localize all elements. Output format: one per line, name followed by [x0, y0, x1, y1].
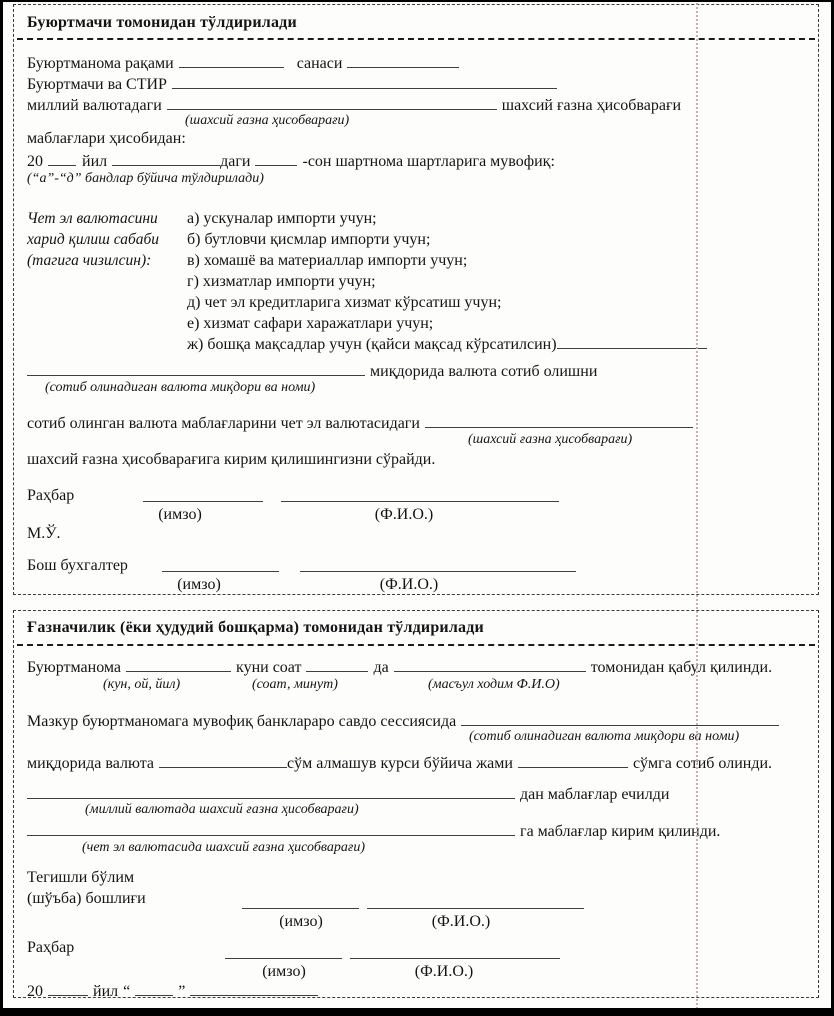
- national-account-hint: (шахсий ғазна ҳисобварағи): [185, 113, 350, 128]
- treasury-head-signature-blank: [225, 944, 342, 959]
- reason-option-a: а) ускуналар импорти учун;: [187, 210, 377, 227]
- row-order-number: [27, 53, 464, 72]
- contract-hint: (“а”-“д” бандлар бўйича тўлдирилади): [27, 171, 264, 186]
- head-name-blank-wrap: [281, 487, 559, 506]
- session-hint: (сотиб олинадиган валюта миқдори ва номи): [469, 729, 740, 744]
- row-sig-accountant: [27, 557, 807, 574]
- received-time-hint: (соат, минут): [252, 677, 338, 692]
- total-sum-blank: [518, 753, 628, 768]
- head-name-blank: [281, 487, 559, 502]
- row-credited: [27, 821, 720, 840]
- debited-account-blank: [27, 784, 515, 799]
- contract-dagi-label: даги: [220, 153, 251, 170]
- row-rate: [27, 753, 772, 772]
- debited-suffix: дан маблағлар ечилди: [520, 786, 670, 803]
- reason-option-v: в) хомашё ва материаллар импорти учун;: [187, 252, 468, 269]
- reason-label-line2: харид қилиш сабаби: [27, 231, 160, 248]
- reason-option-zh-text: ж) бошқа мақсадлар учун (қайси мақсад кўрсатилсин): [187, 336, 557, 353]
- national-currency-prefix: миллий валютадаги: [27, 97, 162, 114]
- customer-blank: [172, 74, 557, 89]
- head2-sig-blank-wrap: [225, 944, 342, 963]
- credited-hint: (чет эл валютасида шахсий ғазна ҳисобварағи): [82, 840, 366, 855]
- quote-open: “: [123, 983, 131, 1000]
- received-p1: Буюртманома: [27, 659, 122, 676]
- row-sig-head: [27, 487, 807, 504]
- date-day-blank: [135, 981, 173, 996]
- dept-sig-blank-wrap: [242, 894, 359, 913]
- row-request: шахсий ғазна ҳисобварағига кирим қилишингизни сўрайди.: [27, 451, 436, 468]
- row-amount: [27, 361, 597, 380]
- dept-signature-blank: [242, 894, 359, 909]
- head-signature-blank: [143, 487, 263, 502]
- amount-suffix: миқдорида валюта сотиб олишни: [370, 363, 598, 380]
- received-time-blank: [306, 657, 368, 672]
- section2-title: Ғазначилик (ёки ҳудудий бошқарма) томонидан тўлдирилади: [27, 619, 484, 636]
- row-date-line: [27, 981, 323, 1000]
- contract-number-blank: [255, 151, 297, 166]
- amount-blank: [27, 361, 365, 376]
- section-customer: [13, 4, 819, 595]
- head-label: Раҳбар: [27, 487, 75, 504]
- national-account-blank: [167, 95, 497, 110]
- reason-option-b: б) бутловчи қисмлар импорти учун;: [187, 231, 431, 248]
- reason-label: [27, 208, 159, 271]
- quote-close: ”: [178, 983, 186, 1000]
- treasury-head-label: Раҳбар: [27, 939, 75, 956]
- customer-label: Буюртмачи ва СТИР: [27, 76, 167, 93]
- row-purchased: [27, 413, 698, 432]
- contract-year-blank: [48, 151, 76, 166]
- row-national-currency: [27, 95, 681, 114]
- rate-p3: сўмга сотиб олинди.: [632, 755, 773, 772]
- accountant-label: Бош бухгалтер: [27, 557, 128, 574]
- treasury-head-signature-hint: (имзо): [262, 963, 306, 980]
- national-currency-suffix: шахсий ғазна ҳисобварағи: [501, 97, 682, 114]
- foreign-account-blank: [425, 413, 693, 428]
- received-officer-hint: (масъул ходим Ф.И.О): [428, 677, 560, 692]
- date-month-blank: [190, 981, 318, 996]
- credited-suffix: га маблағлар кирим қилинди.: [520, 823, 721, 840]
- date-year-label: йил: [93, 983, 119, 1000]
- reason-options: [187, 208, 707, 355]
- accountant-name-blank: [300, 557, 576, 572]
- other-purpose-blank: [557, 334, 707, 349]
- contract-year-label: йил: [82, 153, 108, 170]
- row-session: [27, 711, 784, 730]
- dept-name-hint: (Ф.И.О.): [431, 913, 491, 930]
- rate-blank: [159, 753, 287, 768]
- accountant-name-blank-wrap: [300, 557, 576, 576]
- accountant-sig-blank-wrap: [162, 557, 279, 576]
- debited-hint: (миллий валютада шахсий ғазна ҳисобварағи): [85, 802, 359, 817]
- reason-option-zh: [187, 334, 707, 355]
- dept-name-blank-wrap: [367, 894, 584, 913]
- order-number-label: Буюртманома рақами: [27, 55, 174, 72]
- rate-p1: миқдорида валюта: [27, 755, 155, 772]
- treasury-head-name-blank: [350, 944, 560, 959]
- date-year-blank: [48, 981, 88, 996]
- row-funds: маблағлари ҳисобидан:: [27, 130, 186, 147]
- foreign-account-hint: (шахсий ғазна ҳисобварағи): [468, 432, 633, 447]
- accountant-signature-hint: (имзо): [177, 576, 221, 593]
- dept-name-blank: [367, 894, 584, 909]
- received-date-hint: (кун, ой, йил): [103, 677, 181, 692]
- order-date-label: санаси: [296, 55, 343, 72]
- reason-option-g: г) хизматлар импорти учун;: [187, 273, 376, 290]
- dept-label-line1: Тегишли бўлим: [27, 869, 135, 886]
- accountant-signature-blank: [162, 557, 279, 572]
- order-number-blank: [179, 53, 284, 68]
- received-officer-blank: [394, 657, 586, 672]
- row-received: [27, 657, 772, 676]
- head-sig-blank-wrap: [143, 487, 263, 506]
- contract-year-prefix: 20: [27, 153, 43, 170]
- section1-title: Буюртмачи томонидан тўлдирилади: [27, 14, 297, 31]
- reason-label-line3: (тагига чизилсин):: [27, 252, 152, 269]
- fold-mark-line: [696, 0, 698, 1016]
- amount-hint: (сотиб олинадиган валюта миқдори ва номи): [45, 380, 316, 395]
- head-signature-hint: (имзо): [158, 506, 202, 523]
- reason-option-e: е) хизмат сафари харажатлари учун;: [187, 315, 434, 332]
- dept-label-line2: (шўъба) бошлиғи: [27, 890, 146, 907]
- received-p2: куни соат: [236, 659, 302, 676]
- reason-option-d: д) чет эл кредитларига хизмат кўрсатиш учун;: [187, 294, 502, 311]
- received-p3: да: [373, 659, 389, 676]
- row-contract: [27, 151, 555, 170]
- order-date-blank: [347, 53, 459, 68]
- received-date-blank: [126, 657, 231, 672]
- credited-account-blank: [27, 821, 515, 836]
- dept-signature-hint: (имзо): [279, 913, 323, 930]
- session-amount-blank: [461, 711, 779, 726]
- purchased-prefix: сотиб олинган валюта маблағларини чет эл валютасидаги: [27, 415, 420, 432]
- contract-date-blank: [112, 151, 220, 166]
- reason-label-line1: Чет эл валютасини: [27, 210, 158, 227]
- section-treasury: [13, 610, 819, 998]
- row-debited: [27, 784, 669, 803]
- accountant-name-hint: (Ф.И.О.): [379, 576, 439, 593]
- stamp-label: М.Ў.: [27, 525, 61, 542]
- date-year-prefix: 20: [27, 983, 43, 1000]
- session-prefix: Мазкур буюртманомага мувофиқ банклараро савдо сессиясида: [27, 713, 457, 730]
- received-p4: томонидан қабул қилинди.: [590, 659, 773, 676]
- head-name-hint: (Ф.И.О.): [374, 506, 434, 523]
- rate-p2: сўм алмашув курси бўйича жами: [287, 755, 513, 772]
- treasury-head-name-hint: (Ф.И.О.): [414, 963, 474, 980]
- contract-suffix: -сон шартнома шартларига мувофиқ:: [302, 153, 555, 170]
- head2-name-blank-wrap: [350, 944, 560, 963]
- row-customer: [27, 74, 562, 93]
